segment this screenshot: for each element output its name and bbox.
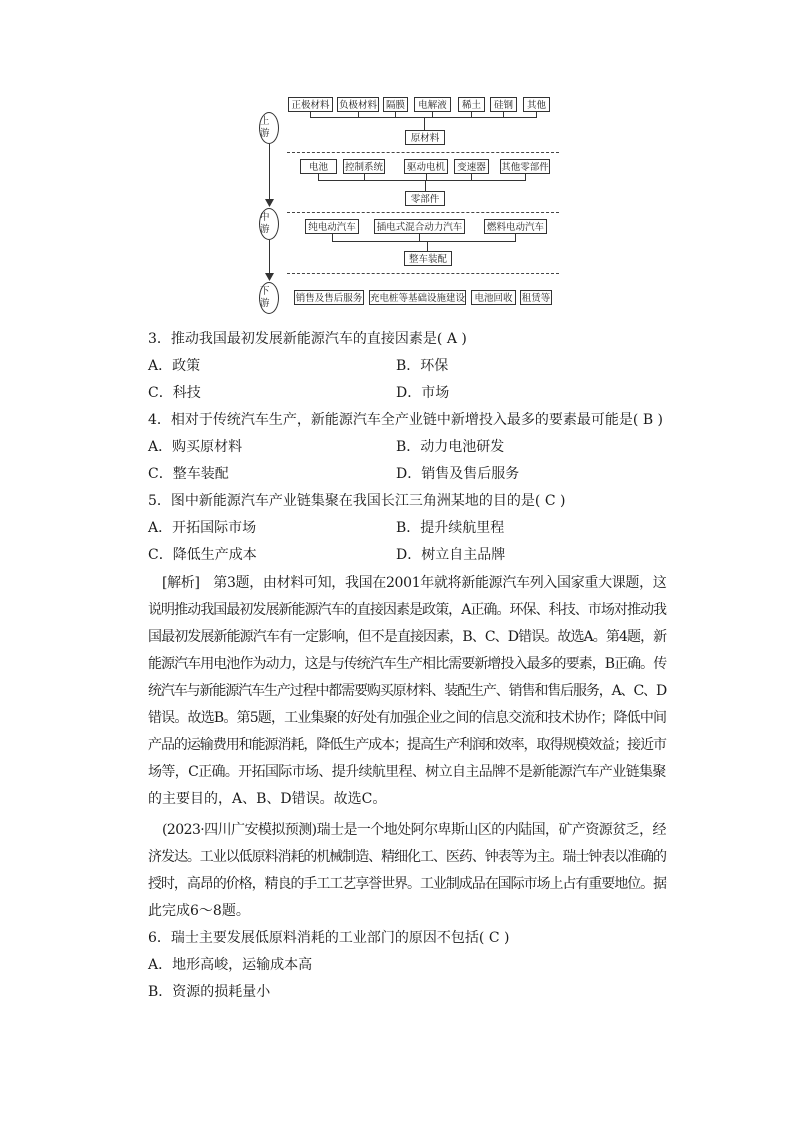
downstream-item: 电池回收 <box>471 290 516 305</box>
stage-downstream <box>259 282 279 314</box>
midstream-item: 电池 <box>300 159 337 174</box>
stage-midstream <box>259 208 279 240</box>
industry-chain-diagram <box>0 0 794 320</box>
analysis-line: [解析] 第3题，由材料可知，我国在2001年就将新能源汽车列入国家重大课题，这 <box>162 575 667 591</box>
question-3-option-d: D．市场 <box>396 385 450 401</box>
vehicle-total: 整车装配 <box>404 251 452 266</box>
analysis-line: 错误。故选B。第5题，工业集聚的好处有加强企业之间的信息交流和技术协作；降低中间 <box>148 710 667 726</box>
connector <box>419 234 420 241</box>
analysis-line: 统汽车与新能源汽车生产过程中都需要购买原材料、装配生产、销售和售后服务，A、C、D <box>148 683 667 699</box>
question-5-option-b: B．提升续航里程 <box>396 520 505 536</box>
upstream-item: 负极材料 <box>337 97 379 112</box>
stage-midstream-label: 中游 <box>260 212 270 235</box>
question-5-stem: 5．图中新能源汽车产业链集聚在我国长江三角洲某地的目的是( C ) <box>148 493 566 509</box>
connector <box>318 180 526 181</box>
analysis-line: 说明推动我国最初发展新能源汽车的直接因素是政策，A正确。环保、科技、市场对推动我 <box>148 602 667 618</box>
connector <box>332 234 333 241</box>
stage-upstream-label: 上游 <box>260 116 270 139</box>
question-6-stem: 6．瑞士主要发展低原料消耗的工业部门的原因不包括( C ) <box>148 930 510 946</box>
analysis-line: 场等，C正确。开拓国际市场、提升续航里程、树立自主品牌不是新能源汽车产业链集聚 <box>148 764 666 780</box>
connector <box>515 234 516 241</box>
question-6-option-b: B．资源的损耗量小 <box>148 984 271 1000</box>
connector <box>424 117 425 130</box>
stage-upstream <box>259 112 279 144</box>
arrow-shaft-upstream <box>269 144 270 202</box>
separator-line <box>287 212 559 213</box>
material-line: (2023·四川广安模拟预测)瑞士是一个地处阿尔卑斯山区的内陆国，矿产资源贫乏，经 <box>162 822 667 838</box>
downstream-item: 租赁等 <box>520 290 552 305</box>
material-line: 济发达。工业以低原料消耗的机械制造、精细化工、医药、钟表等为主。瑞士钟表以准确的 <box>148 849 666 865</box>
upstream-item: 硅钢 <box>490 97 517 112</box>
analysis-line: 产品的运输费用和能源消耗，降低生产成本；提高生产利润和效率，取得规模效益；接近市 <box>148 737 666 753</box>
vehicle-item: 插电式混合动力汽车 <box>374 219 465 234</box>
midstream-item: 控制系统 <box>343 159 385 174</box>
question-4-option-c: C．整车装配 <box>148 466 229 482</box>
question-5-option-d: D．树立自主品牌 <box>396 547 506 563</box>
separator-line <box>287 152 559 153</box>
upstream-item: 其他 <box>523 97 550 112</box>
question-5-option-c: C．降低生产成本 <box>148 547 257 563</box>
analysis-line: 国最初发展新能源汽车有一定影响，但不是直接因素，B、C、D错误。故选A。第4题，新 <box>148 629 667 645</box>
question-4-option-b: B．动力电池研发 <box>396 439 505 455</box>
midstream-item: 其他零部件 <box>500 159 550 174</box>
analysis-line: 的主要目的，A、B、D错误。故选C。 <box>148 791 387 807</box>
downstream-item: 充电桩等基础设施建设 <box>369 290 466 305</box>
arrow-head-icon <box>265 199 274 208</box>
question-4-stem: 4．相对于传统汽车生产，新能源汽车全产业链中新增投入最多的要素最可能是( B ) <box>148 412 664 428</box>
question-3-stem: 3．推动我国最初发展新能源汽车的直接因素是( A ) <box>148 331 467 347</box>
upstream-item: 正极材料 <box>288 97 333 112</box>
vehicle-item: 纯电动汽车 <box>305 219 359 234</box>
connector <box>332 241 516 242</box>
midstream-item: 变速器 <box>454 159 489 174</box>
upstream-item: 隔膜 <box>383 97 408 112</box>
question-3-option-a: A．政策 <box>148 358 201 374</box>
midstream-item: 驱动电机 <box>404 159 448 174</box>
stage-downstream-label: 下游 <box>260 286 270 309</box>
analysis-line: 能源汽车用电池作为动力，这是与传统汽车生产相比需要新增投入最多的要素，B正确。传 <box>148 656 667 672</box>
midstream-total: 零部件 <box>405 191 445 206</box>
downstream-item: 销售及售后服务 <box>294 290 364 305</box>
connector <box>425 180 426 191</box>
material-line: 此完成6～8题。 <box>148 903 250 919</box>
separator-line <box>287 273 559 274</box>
question-3-option-c: C．科技 <box>148 385 201 401</box>
question-3-option-b: B．环保 <box>396 358 449 374</box>
question-4-option-a: A．购买原材料 <box>148 439 243 455</box>
arrow-head-icon <box>265 273 274 282</box>
upstream-item: 稀土 <box>458 97 485 112</box>
question-5-option-a: A．开拓国际市场 <box>148 520 257 536</box>
upstream-total: 原材料 <box>405 130 445 145</box>
question-4-option-d: D．销售及售后服务 <box>396 466 520 482</box>
material-line: 授时，高昂的价格，精良的手工工艺享誉世界。工业制成品在国际市场上占有重要地位。据 <box>148 876 666 892</box>
question-6-option-a: A．地形高峻，运输成本高 <box>148 957 313 973</box>
arrow-shaft-midstream <box>269 240 270 276</box>
vehicle-item: 燃料电动汽车 <box>484 219 547 234</box>
connector <box>427 241 428 251</box>
upstream-item: 电解液 <box>414 97 451 112</box>
